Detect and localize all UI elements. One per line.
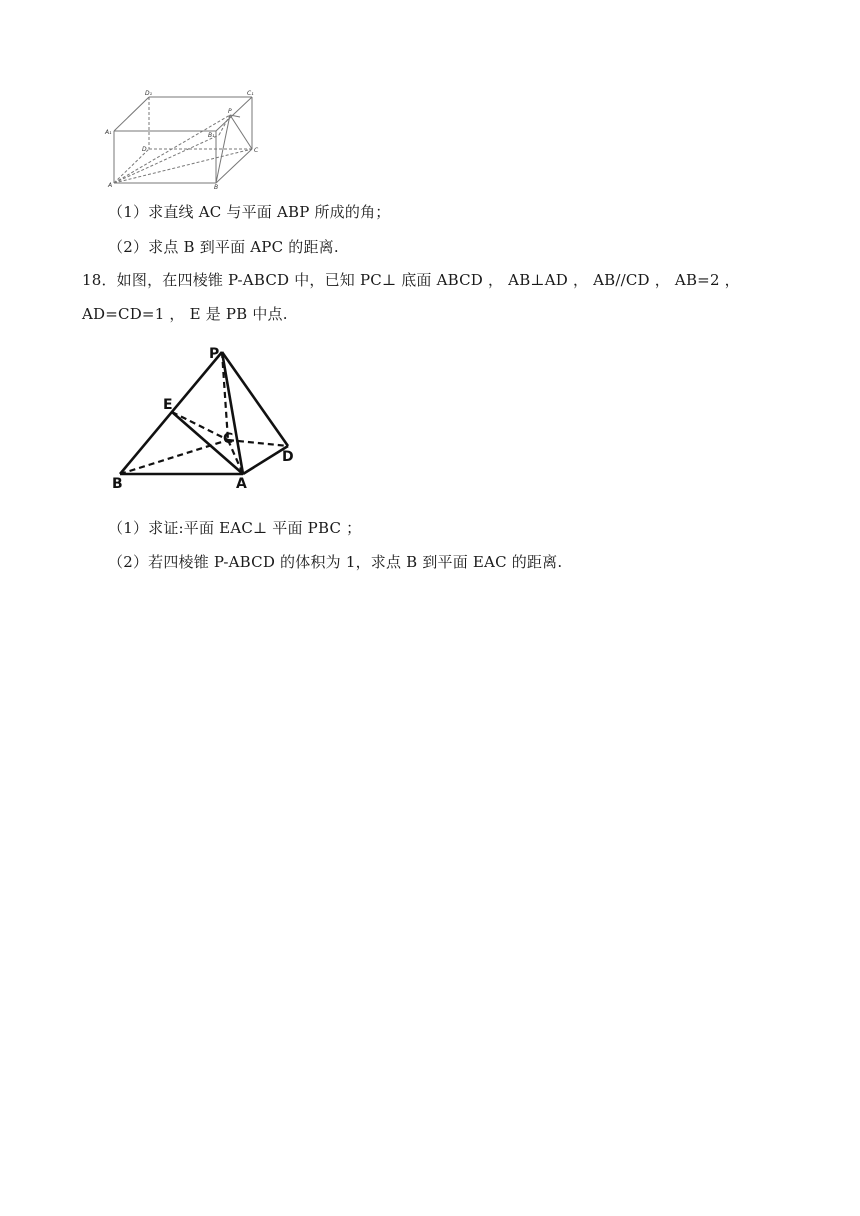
pyr-label-C: C [223, 431, 234, 447]
label-B: B [214, 184, 219, 190]
label-A1: A₁ [105, 129, 112, 136]
q18-stem-line2: AD=CD=1 ， E 是 PB 中点. [82, 305, 288, 323]
pyr-label-P: P [209, 346, 220, 362]
figure-pyramid-diagram [110, 340, 330, 492]
label-D1: D₁ [145, 90, 153, 97]
q18-part2: （2）若四棱锥 P-ABCD 的体积为 1，求点 B 到平面 EAC 的距离. [108, 553, 563, 571]
label-A: A [108, 182, 113, 189]
q17-part2: （2）求点 B 到平面 APC 的距离. [108, 238, 339, 256]
pyr-label-D: D [282, 449, 294, 465]
pyr-label-E: E [163, 397, 173, 413]
q17-part1: （1）求直线 AC 与平面 ABP 所成的角； [108, 203, 391, 221]
label-P: P [228, 108, 232, 115]
label-D: D [142, 146, 147, 153]
label-C1: C₁ [247, 90, 254, 97]
pyr-label-A: A [236, 476, 247, 492]
q18-part1: （1）求证:平面 EAC⊥ 平面 PBC ； [108, 519, 362, 537]
q18-stem-line1: 18．如图，在四棱锥 P-ABCD 中，已知 PC⊥ 底面 ABCD ， AB⊥AD ， AB//CD ， AB=2 ， [82, 271, 740, 289]
label-C: C [254, 147, 259, 154]
label-B1: B₁ [208, 132, 215, 139]
figure-box-diagram [100, 85, 270, 190]
pyr-label-B: B [112, 476, 123, 492]
